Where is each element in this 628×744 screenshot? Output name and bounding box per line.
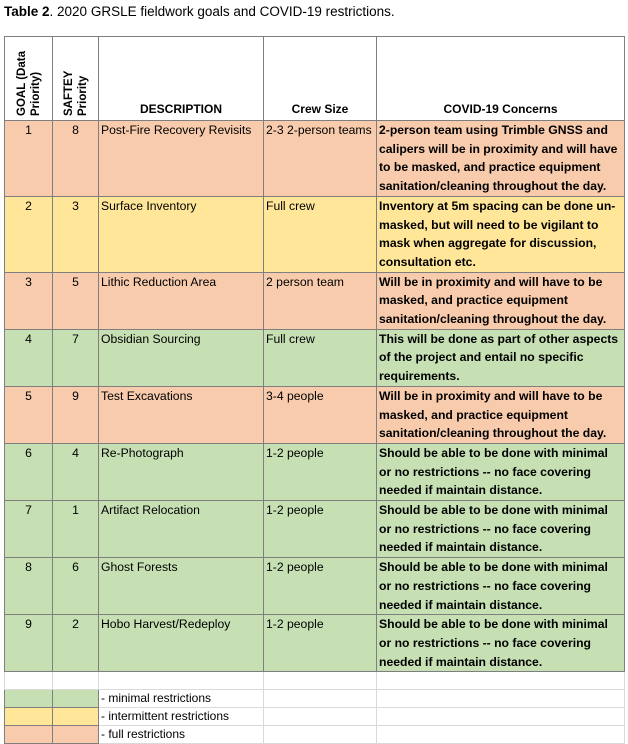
covid-concerns-cell: Will be in proximity and will have to be masked, and practice equipment sanitation/cleaning throughout the day. bbox=[377, 272, 625, 329]
goal-cell: 2 bbox=[5, 196, 53, 272]
crew-size-cell: 2-3 2-person teams bbox=[264, 121, 377, 197]
safety-cell: 2 bbox=[53, 615, 99, 672]
covid-concerns-cell: Should be able to be done with minimal or no restrictions -- no face covering needed if maintain distance. bbox=[377, 501, 625, 558]
legend-label-full: - full restrictions bbox=[99, 726, 264, 744]
description-cell: Ghost Forests bbox=[99, 558, 264, 615]
covid-concerns-cell: Should be able to be done with minimal or no restrictions -- no face covering needed if maintain distance. bbox=[377, 558, 625, 615]
legend-row-intermittent bbox=[5, 708, 625, 726]
header-description: DESCRIPTION bbox=[99, 37, 264, 121]
safety-cell: 5 bbox=[53, 272, 99, 329]
legend-swatch-orange bbox=[5, 726, 53, 744]
safety-cell: 8 bbox=[53, 121, 99, 197]
table-row bbox=[5, 615, 625, 672]
safety-cell: 1 bbox=[53, 501, 99, 558]
goal-cell: 5 bbox=[5, 386, 53, 443]
table-caption-text: . 2020 GRSLE fieldwork goals and COVID-19 restrictions. bbox=[49, 4, 395, 19]
header-crew-size: Crew Size bbox=[264, 37, 377, 121]
table-row bbox=[5, 501, 625, 558]
goal-cell: 8 bbox=[5, 558, 53, 615]
legend-row-minimal bbox=[5, 690, 625, 708]
description-cell: Hobo Harvest/Redeploy bbox=[99, 615, 264, 672]
description-cell: Re-Photograph bbox=[99, 443, 264, 500]
crew-size-cell: Full crew bbox=[264, 196, 377, 272]
covid-concerns-cell: Inventory at 5m spacing can be done un-masked, but will need to be vigilant to mask when aggregate for discussion, consultation etc. bbox=[377, 196, 625, 272]
covid-concerns-cell: 2-person team using Trimble GNSS and calipers will be in proximity and will have to be masked, and practice equipment sanitation/cleaning throughout the day. bbox=[377, 121, 625, 197]
covid-concerns-cell: Will be in proximity and will have to be masked, and practice equipment sanitation/cleaning throughout the day. bbox=[377, 386, 625, 443]
header-safety bbox=[53, 37, 99, 121]
goal-cell: 6 bbox=[5, 443, 53, 500]
legend-swatch-green bbox=[5, 690, 53, 708]
table-caption-label: Table 2 bbox=[4, 4, 50, 19]
description-cell: Lithic Reduction Area bbox=[99, 272, 264, 329]
description-cell: Surface Inventory bbox=[99, 196, 264, 272]
legend-swatch-green bbox=[53, 690, 99, 708]
fieldwork-goals-table bbox=[4, 36, 625, 744]
crew-size-cell: 1-2 people bbox=[264, 615, 377, 672]
spacer-row bbox=[5, 672, 625, 690]
description-cell: Test Excavations bbox=[99, 386, 264, 443]
crew-size-cell: 1-2 people bbox=[264, 443, 377, 500]
covid-concerns-cell: This will be done as part of other aspects of the project and entail no specific requirements. bbox=[377, 329, 625, 386]
covid-concerns-cell: Should be able to be done with minimal or no restrictions -- no face covering needed if maintain distance. bbox=[377, 443, 625, 500]
table-row bbox=[5, 329, 625, 386]
goal-cell: 4 bbox=[5, 329, 53, 386]
table-caption bbox=[4, 4, 395, 19]
crew-size-cell: 1-2 people bbox=[264, 558, 377, 615]
header-safety-label: SAFTEY Priority bbox=[62, 70, 89, 116]
description-cell: Artifact Relocation bbox=[99, 501, 264, 558]
crew-size-cell: 2 person team bbox=[264, 272, 377, 329]
safety-cell: 6 bbox=[53, 558, 99, 615]
crew-size-cell: 1-2 people bbox=[264, 501, 377, 558]
goal-cell: 9 bbox=[5, 615, 53, 672]
safety-cell: 3 bbox=[53, 196, 99, 272]
table-row bbox=[5, 121, 625, 197]
safety-cell: 4 bbox=[53, 443, 99, 500]
description-cell: Obsidian Sourcing bbox=[99, 329, 264, 386]
legend-label-intermittent: - intermittent restrictions bbox=[99, 708, 264, 726]
header-goal bbox=[5, 37, 53, 121]
legend-row-full bbox=[5, 726, 625, 744]
safety-cell: 7 bbox=[53, 329, 99, 386]
covid-concerns-cell: Should be able to be done with minimal or no restrictions -- no face covering needed if maintain distance. bbox=[377, 615, 625, 672]
header-goal-label: GOAL (Data Priority) bbox=[15, 51, 42, 116]
goal-cell: 1 bbox=[5, 121, 53, 197]
legend-label-minimal: - minimal restrictions bbox=[99, 690, 264, 708]
table-row bbox=[5, 443, 625, 500]
table-row bbox=[5, 272, 625, 329]
table-row bbox=[5, 386, 625, 443]
legend-swatch-yellow bbox=[5, 708, 53, 726]
crew-size-cell: Full crew bbox=[264, 329, 377, 386]
crew-size-cell: 3-4 people bbox=[264, 386, 377, 443]
goal-cell: 3 bbox=[5, 272, 53, 329]
legend-swatch-yellow bbox=[53, 708, 99, 726]
table-row bbox=[5, 558, 625, 615]
safety-cell: 9 bbox=[53, 386, 99, 443]
header-row bbox=[5, 37, 625, 121]
header-covid-concerns: COVID-19 Concerns bbox=[377, 37, 625, 121]
goal-cell: 7 bbox=[5, 501, 53, 558]
table-row bbox=[5, 196, 625, 272]
description-cell: Post-Fire Recovery Revisits bbox=[99, 121, 264, 197]
legend-swatch-orange bbox=[53, 726, 99, 744]
